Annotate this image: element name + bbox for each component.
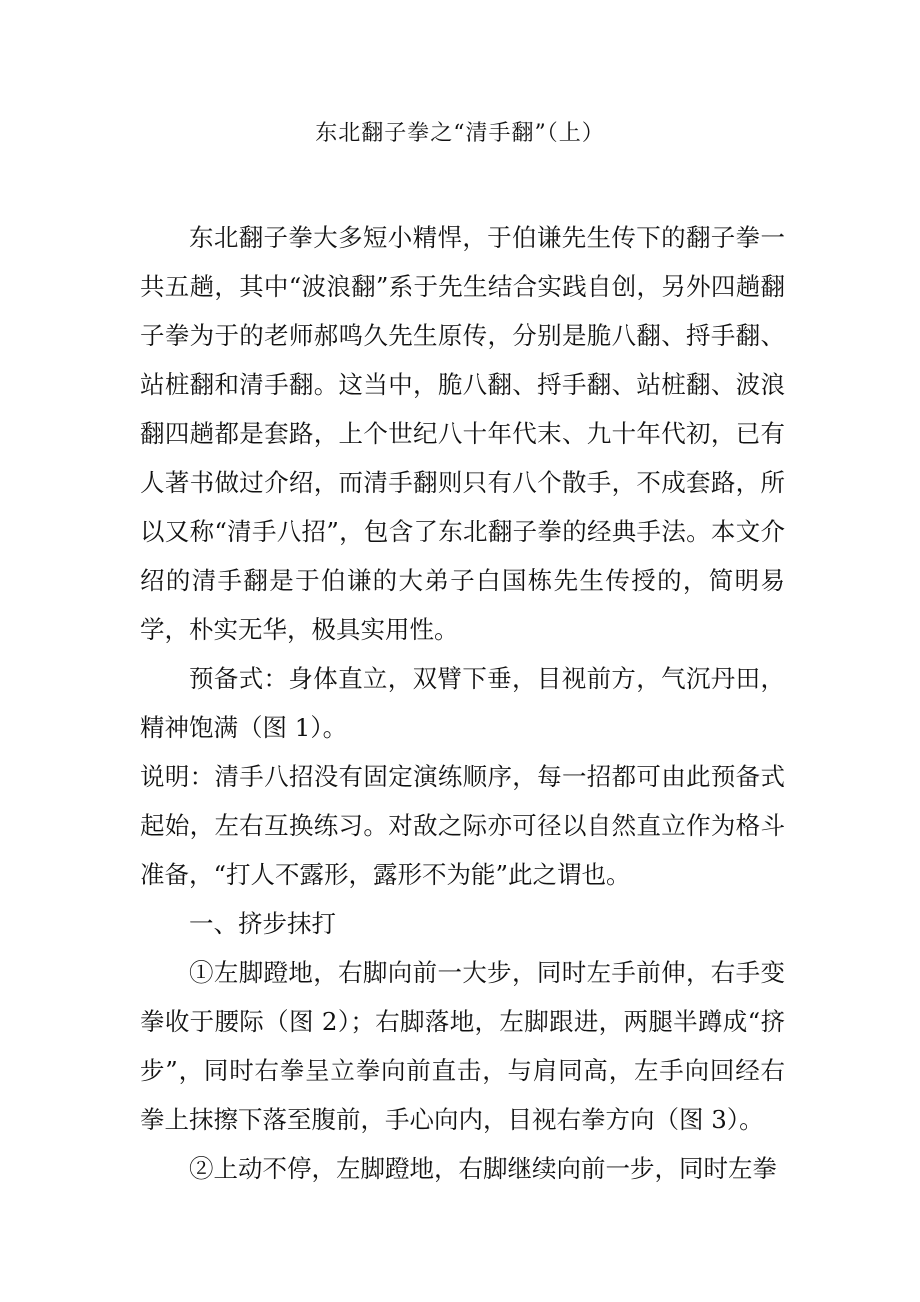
paragraph-step-2: ②上动不停，左脚蹬地，右脚继续向前一步，同时左拳 xyxy=(189,1154,777,1183)
paragraph-ready-stance: 预备式：身体直立，双臂下垂，目视前方，气沉丹田，精神饱满（图 1）。 xyxy=(140,664,785,742)
paragraph-step-1: ①左脚蹬地，右脚向前一大步，同时左手前伸，右手变拳收于腰际（图 2）；右脚落地，左脚跟进，两腿半蹲成“挤步”，同时右拳呈立拳向前直击，与肩同高，左手向回经右拳上抹擦下落至腹前，手心向内，目视右拳方向（图 3）。 xyxy=(140,958,785,1134)
document-body xyxy=(140,213,785,1193)
document-title: 东北翻子拳之“清手翻”（上） xyxy=(315,121,605,146)
paragraph-intro: 东北翻子拳大多短小精悍，于伯谦先生传下的翻子拳一共五趟，其中“波浪翻”系于先生结合实践自创，另外四趟翻子拳为于的老师郝鸣久先生原传，分别是脆八翻、捋手翻、站桩翻和清手翻。这当中，脆八翻、捋手翻、站桩翻、波浪翻四趟都是套路，上个世纪八十年代末、九十年代初，已有人著书做过介绍，而清手翻则只有八个散手，不成套路，所以又称“清手八招”，包含了东北翻子拳的经典手法。本文介绍的清手翻是于伯谦的大弟子白国栋先生传授的，简明易学，朴实无华，极具实用性。 xyxy=(140,223,785,644)
paragraph-explanation: 说明：清手八招没有固定演练顺序，每一招都可由此预备式起始，左右互换练习。对敌之际亦可径以自然直立作为格斗准备，“打人不露形，露形不为能”此之谓也。 xyxy=(140,762,785,889)
section-heading-1: 一、挤步抹打 xyxy=(189,909,336,938)
